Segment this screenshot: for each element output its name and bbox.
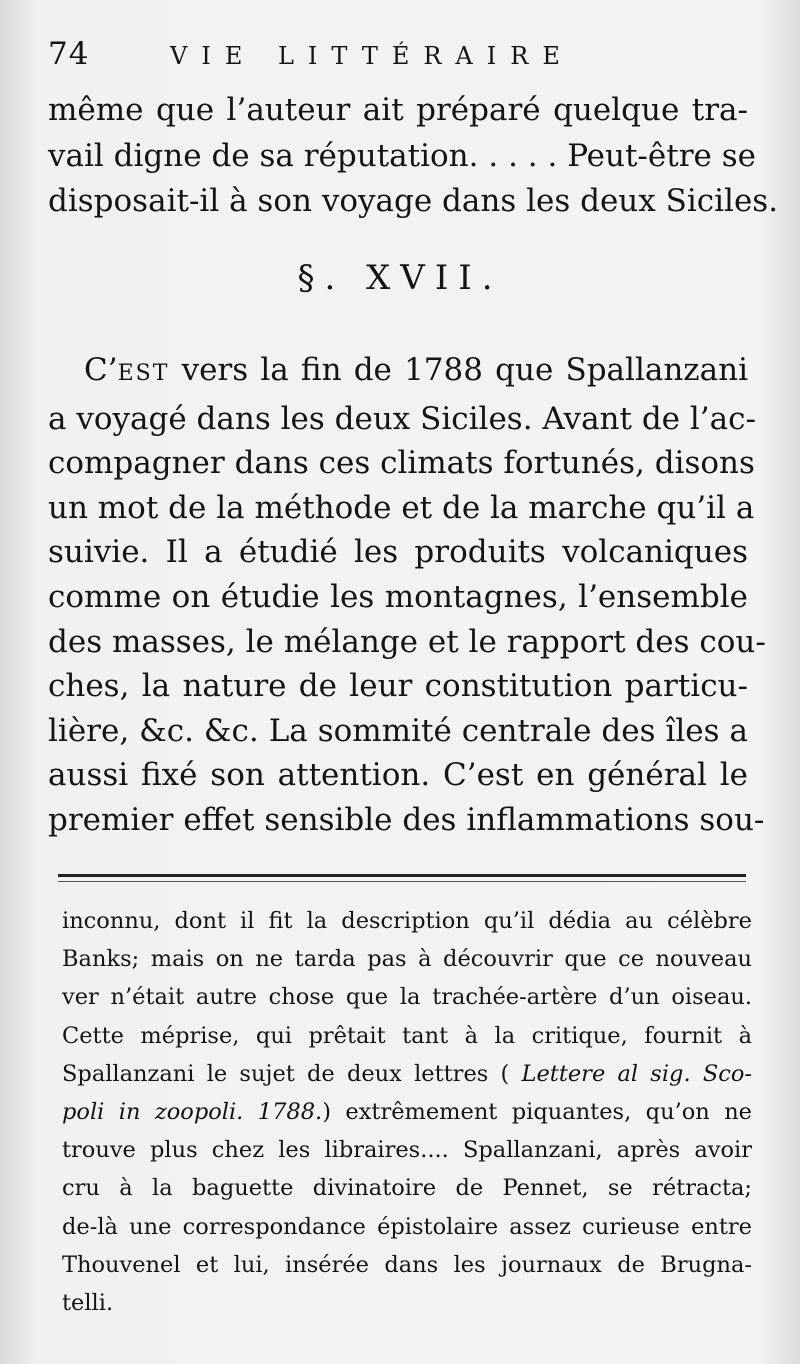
section-paragraph xyxy=(48,348,766,843)
text-line: compagner dans ces climats fortunés, disons xyxy=(48,445,755,482)
footnote-text: ) extrêmement piquantes, qu’on ne xyxy=(322,1099,752,1126)
page-number: 74 xyxy=(48,36,90,72)
text-line: disposait-il à son voyage dans les deux Siciles. xyxy=(48,183,779,219)
footnote-text: Spallanzani le sujet de deux lettres ( xyxy=(62,1060,522,1087)
text-line: ches, la nature de leur constitution particu- xyxy=(48,668,748,705)
text-line: premier effet sensible des inflammations sou- xyxy=(48,801,765,838)
footnote-line: inconnu, dont il fit la description qu’il dédia au célèbre xyxy=(62,908,752,934)
footnote-line: Banks; mais on ne tarda pas à découvrir que ce nouveau xyxy=(62,946,752,973)
footnote-line: cru à la baguette divinatoire de Pennet, se rétracta; xyxy=(62,1175,752,1202)
footnote-line: trouve plus chez les libraires.... Spallanzani, après avoir xyxy=(62,1137,752,1164)
text-line: a voyagé dans les deux Siciles. Avant de l’ac- xyxy=(48,400,756,437)
continued-text xyxy=(48,88,779,225)
footnote-line xyxy=(62,1055,752,1093)
text-line: aussi fixé son attention. C’est en général le xyxy=(48,757,748,794)
footnote-separator-rule xyxy=(58,874,746,882)
running-head: VIE LITTÉRAIRE xyxy=(170,42,574,70)
section-heading: §. XVII. xyxy=(297,258,503,298)
text-line xyxy=(48,348,748,397)
footnote-line: Cette méprise, qui prêtait tant à la critique, fournit à xyxy=(62,1022,752,1049)
page-header xyxy=(48,36,748,76)
small-caps-word: EST xyxy=(117,361,170,386)
text-line: un mot de la méthode et de la marche qu’il a xyxy=(48,489,755,526)
footnote xyxy=(62,902,752,1322)
footnote-line: de-là une correspondance épistolaire assez curieuse entre xyxy=(62,1213,752,1240)
footnote-line xyxy=(62,1093,752,1131)
footnote-line: Thouvenel et lui, insérée dans les journaux de Brugna- xyxy=(62,1251,752,1278)
footnote-line: ver n’était autre chose que la trachée-artère d’un oiseau. xyxy=(62,984,752,1011)
text-line: comme on étudie les montagnes, l’ensemble xyxy=(48,578,748,615)
text-line: même que l’auteur ait préparé quelque tra- xyxy=(48,92,748,128)
footnote-line: telli. xyxy=(62,1290,114,1317)
italic-citation: Lettere al sig. Sco- xyxy=(521,1060,752,1087)
text-line: des masses, le mélange et le rapport des cou- xyxy=(48,623,766,660)
text-line: vail digne de sa réputation. . . . . Peut-être se xyxy=(48,137,756,174)
text-line: lière, &c. &c. La sommité centrale des îles a xyxy=(48,712,748,749)
first-line-rest: vers la fin de 1788 que Spallanzani xyxy=(169,352,748,388)
italic-citation: poli in zoopoli. 1788. xyxy=(62,1099,323,1126)
text-line: suivie. Il a étudié les produits volcaniques xyxy=(48,534,748,571)
drop-word-start: C’ xyxy=(84,352,118,388)
